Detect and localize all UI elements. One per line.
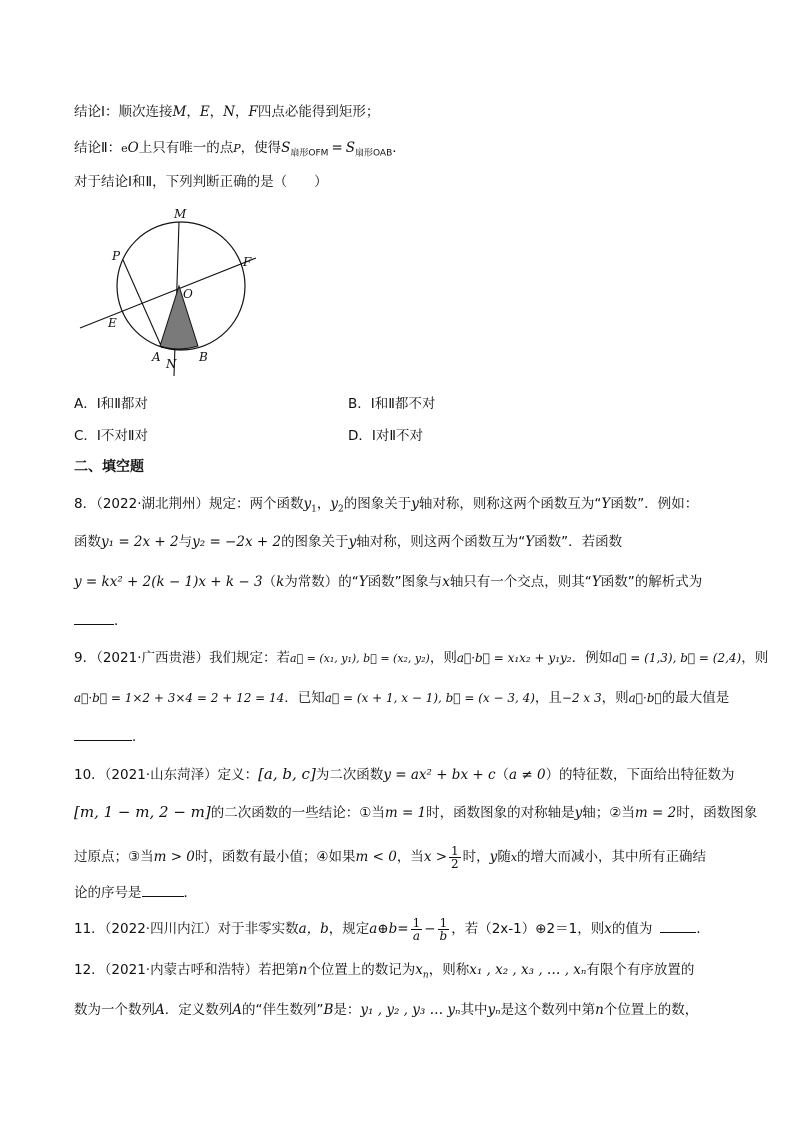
q8-l1b: 的图象关于 xyxy=(343,496,412,512)
q8-Y: Y xyxy=(601,496,611,512)
q10-l3x2: x xyxy=(510,851,518,864)
q8-y1: y xyxy=(303,496,312,512)
q11-frac-b-den: b xyxy=(439,928,448,943)
c2-O: O xyxy=(127,140,139,156)
q9-ex: a⃗ = (1,3), b⃗ = (2,4) xyxy=(612,651,742,665)
c2-S2: S xyxy=(345,140,355,156)
q8-l3Y: Y xyxy=(358,574,368,590)
q10-end: ． xyxy=(183,885,197,901)
q8-line3 xyxy=(74,572,702,592)
q8-line2 xyxy=(74,532,622,552)
q9-l2dot: a⃗·b⃗ xyxy=(628,691,662,705)
q12-l2a: 数为一个数列 xyxy=(74,1002,155,1018)
q8-l2a: 函数 xyxy=(74,534,101,550)
q10-line2 xyxy=(74,802,757,823)
label-M: M xyxy=(174,207,187,221)
q8-x: x xyxy=(442,574,450,590)
q12-list2: y₁ , y₂ , y₃ … yₙ xyxy=(360,1002,461,1018)
q12-l2d: 是： xyxy=(333,1002,361,1018)
c2-end: ． xyxy=(392,140,406,156)
q11-answer-blank[interactable] xyxy=(660,918,696,933)
q10-l3y: y xyxy=(489,849,498,865)
q10-l3f: 的增大而减小，其中所有正确结 xyxy=(517,849,707,865)
c1-F: F xyxy=(248,104,258,120)
q9-line3 xyxy=(74,726,146,747)
q12-A: A xyxy=(155,1002,165,1018)
q10-l2c: 轴；②当 xyxy=(582,805,635,821)
label-E: E xyxy=(108,316,117,330)
c2-S1: S xyxy=(281,140,291,156)
q12-A2: A xyxy=(232,1002,242,1018)
question-prompt: 对于结论Ⅰ和Ⅱ，下列判断正确的是（ ） xyxy=(74,174,328,190)
q12-l1b: 个位置上的数记为 xyxy=(307,962,416,978)
q11-l1c: ，若（2x-1）⊕2＝1，则 xyxy=(451,921,605,937)
c2-S1-sub: 扇形OFM xyxy=(290,148,329,159)
q8-l2e: 函数”．若函数 xyxy=(534,534,623,550)
q10-m1: m = 1 xyxy=(384,805,427,821)
q10-l3m: m > 0 xyxy=(153,849,195,865)
q8-f1: y₁ = 2x + 2 xyxy=(101,534,179,550)
q12-xn: x xyxy=(415,962,423,978)
q12-l1c: ，则称 xyxy=(428,962,470,978)
q8-k: k xyxy=(276,574,285,590)
q10-l2b: 时，函数图象的对称轴是 xyxy=(426,805,575,821)
q8-l1c: 轴对称，则称这两个函数互为“ xyxy=(418,496,602,512)
choice-C[interactable]: C．Ⅰ不对Ⅱ对 xyxy=(74,428,149,444)
q8-end: ． xyxy=(114,613,128,629)
q10-l1d: ）的特征数，下面给出特征数为 xyxy=(545,767,735,783)
q8-line1: 8．（2022·湖北荆州）规定：两个函数$y_1$，$y_2$的图象关于y轴对称，则称这两个函数互为“Y函数”．例如： xyxy=(74,496,699,515)
choice-D[interactable]: D．Ⅰ对Ⅱ不对 xyxy=(348,428,424,444)
q10-l3a: 过原点；③当 xyxy=(74,849,154,865)
choice-A[interactable]: A．Ⅰ和Ⅱ都对 xyxy=(74,396,148,412)
q8-f3: y = kx² + 2(k − 1)x + k − 3 xyxy=(74,574,263,590)
q10-l3b: 时，函数有最小值；④如果 xyxy=(194,849,356,865)
q8-sep: ， xyxy=(316,496,331,512)
q9-l1b: ，则 xyxy=(429,650,457,666)
q11-frac-b-num: 1 xyxy=(439,915,448,930)
q12-l2c: 的“伴生数列” xyxy=(242,1002,324,1018)
section-title: 二、填空题 xyxy=(74,459,144,475)
label-P: P xyxy=(112,249,121,263)
q9-l2c: ，则 xyxy=(601,690,629,706)
q9-dot: a⃗·b⃗ = x₁x₂ + y₁y₂ xyxy=(456,651,572,665)
c1-N: N xyxy=(223,104,235,120)
q9-l2vec: a⃗ = (x + 1, x − 1), b⃗ = (x − 3, 4) xyxy=(324,691,535,705)
c2-circle-symbol: e xyxy=(121,142,128,155)
line-PA xyxy=(123,260,162,348)
q10-cond: a ≠ 0 xyxy=(509,767,546,783)
circle-figure xyxy=(70,200,270,380)
q10-l3c: ，当 xyxy=(396,849,424,865)
q10-frac-den: 2 xyxy=(451,856,459,871)
q9-line1 xyxy=(74,648,768,669)
q10-l2y: y xyxy=(574,805,583,821)
label-F: F xyxy=(243,255,252,269)
q8-l2Y: Y xyxy=(525,534,535,550)
label-A: A xyxy=(152,350,161,364)
q9-answer-blank[interactable] xyxy=(74,726,132,741)
label-B: B xyxy=(199,350,208,364)
q12-l2e: 其中 xyxy=(460,1002,488,1018)
choice-B[interactable]: B．Ⅰ和Ⅱ都不对 xyxy=(348,396,436,412)
q9-l2b: ，且 xyxy=(534,690,562,706)
conclusion-1: 结论Ⅰ：顺次连接M，E，N，F四点必能得到矩形； xyxy=(74,104,380,120)
q9-range: −2 x 3 xyxy=(561,691,602,705)
q8-l2y: y xyxy=(348,534,357,550)
q9-l2ex: a⃗·b⃗ = 1×2 + 3×4 = 2 + 12 = 14 xyxy=(74,691,285,705)
q10-line3 xyxy=(74,842,706,873)
q10-l3d: 时， xyxy=(462,849,490,865)
q12-n: n xyxy=(298,962,308,978)
q12-l2n: n xyxy=(595,1002,604,1018)
label-N: N xyxy=(166,357,177,371)
q11-end: ． xyxy=(696,921,710,937)
q8-l2c: 的图象关于 xyxy=(281,534,349,550)
q11-frac-b xyxy=(438,917,450,942)
c2-P: P xyxy=(233,142,241,155)
q11-l1a: 11．（2022·四川内江）对于非零实数 xyxy=(74,921,299,937)
q8-f2: y₂ = −2x + 2 xyxy=(192,534,282,550)
q9-line2 xyxy=(74,688,729,708)
q8-l3b: 为常数）的“ xyxy=(284,574,359,590)
q8-l1d: 函数”．例如： xyxy=(610,496,699,512)
q9-vec: a⃗ = (x₁, y₁), b⃗ = (x₂, y₂) xyxy=(290,652,430,665)
label-O: O xyxy=(183,287,193,301)
q10-l2d: 时，函数图象 xyxy=(676,805,758,821)
q11-line1 xyxy=(74,914,710,944)
q12-l2b: ．定义数列 xyxy=(164,1002,233,1018)
q10-l2a: 的二次函数的一些结论：①当 xyxy=(210,805,385,821)
q10-l4a: 论的序号是 xyxy=(74,885,142,901)
q12-yn: yₙ xyxy=(487,1002,501,1018)
q8-y: y xyxy=(411,496,419,512)
q11-frac-a-den: a xyxy=(412,928,420,943)
line-EF xyxy=(80,258,256,328)
q11-minus: − xyxy=(424,921,436,937)
c2-eq: = xyxy=(331,140,343,156)
q12-l1a: 12．（2021·内蒙古呼和浩特）若把第 xyxy=(74,962,299,978)
q12-line2 xyxy=(74,1000,698,1020)
q9-l1c: ．例如 xyxy=(571,650,613,666)
q10-answer-blank[interactable] xyxy=(142,882,184,897)
q10-fraction xyxy=(449,845,461,870)
q8-l3d: 轴只有一个交点，则其“ xyxy=(449,574,592,590)
q10-l3x: x > xyxy=(423,849,448,865)
c2-S2-sub: 扇形OAB xyxy=(355,148,393,159)
q11-op: a⊕b= xyxy=(369,921,409,937)
c2-mid2: ，使得 xyxy=(240,140,282,156)
q11-frac-a-num: 1 xyxy=(412,915,421,930)
q8-l3Y2: Y xyxy=(591,574,601,590)
q12-l1d: 有限个有序放置的 xyxy=(586,962,695,978)
q9-l2d: 的最大值是 xyxy=(661,690,730,706)
q9-l1a: 9．（2021·广西贵港）我们规定：若 xyxy=(74,650,290,666)
q12-line1: 12．（2021·内蒙古呼和浩特）若把第n个位置上的数记为$x_n$，则称x₁ , x₂ , x₃ , … , xₙ有限个有序放置的 xyxy=(74,962,695,981)
q8-l3e: 函数”的解析式为 xyxy=(600,574,703,590)
c1-M: M xyxy=(172,104,187,120)
q10-l1a: 10．（2021·山东菏泽）定义： xyxy=(74,767,259,783)
q10-line4 xyxy=(74,882,197,903)
q8-y2: y xyxy=(330,496,339,512)
q12-l2f: 是这个数列中第 xyxy=(500,1002,596,1018)
c2-prefix: 结论Ⅱ： xyxy=(74,140,122,156)
q10-line1 xyxy=(74,764,735,785)
q9-l1d: ，则 xyxy=(741,650,769,666)
q8-l3c: 函数”图象与 xyxy=(367,574,443,590)
q10-l1b: 为二次函数 xyxy=(315,767,384,783)
q11-frac-a xyxy=(411,917,423,942)
c1-prefix: 结论Ⅰ：顺次连接 xyxy=(74,104,173,120)
q10-m: [m, 1 − m, 2 − m] xyxy=(74,803,211,821)
q10-frac-num: 1 xyxy=(451,843,459,858)
q12-B: B xyxy=(323,1002,334,1018)
q11-l1b: ，规定 xyxy=(328,921,370,937)
q9-end: ． xyxy=(132,729,146,745)
q8-l2d: 轴对称，则这两个函数互为“ xyxy=(356,534,526,550)
q10-l1c: （ xyxy=(495,767,510,783)
q11-ab: a，b xyxy=(298,921,329,937)
q11-x: x xyxy=(604,921,612,937)
q8-l2b: 与 xyxy=(178,534,193,550)
q8-l1: 8．（2022·湖北荆州）规定：两个函数 xyxy=(74,496,304,512)
q10-m2: m = 2 xyxy=(634,805,677,821)
c1-suffix: 四点必能得到矩形； xyxy=(257,104,380,120)
q10-l3m2: m < 0 xyxy=(355,849,397,865)
q8-line4 xyxy=(74,610,128,631)
conclusion-2 xyxy=(74,138,406,164)
q10-f: y = ax² + bx + c xyxy=(383,767,496,783)
c1-E: E xyxy=(199,104,210,120)
q10-l3e: 随 xyxy=(497,849,511,865)
c2-mid: 上只有唯一的点 xyxy=(138,140,234,156)
q11-l1d: 的值为 xyxy=(611,921,653,937)
q9-l2a: ．已知 xyxy=(284,690,325,706)
q8-answer-blank[interactable] xyxy=(74,610,114,625)
q12-l2g: 个位置上的数， xyxy=(603,1002,699,1018)
q10-abc: [a, b, c] xyxy=(258,765,316,783)
q12-list1: x₁ , x₂ , x₃ , … , xₙ xyxy=(469,962,587,978)
q8-l3a: （ xyxy=(262,574,277,590)
